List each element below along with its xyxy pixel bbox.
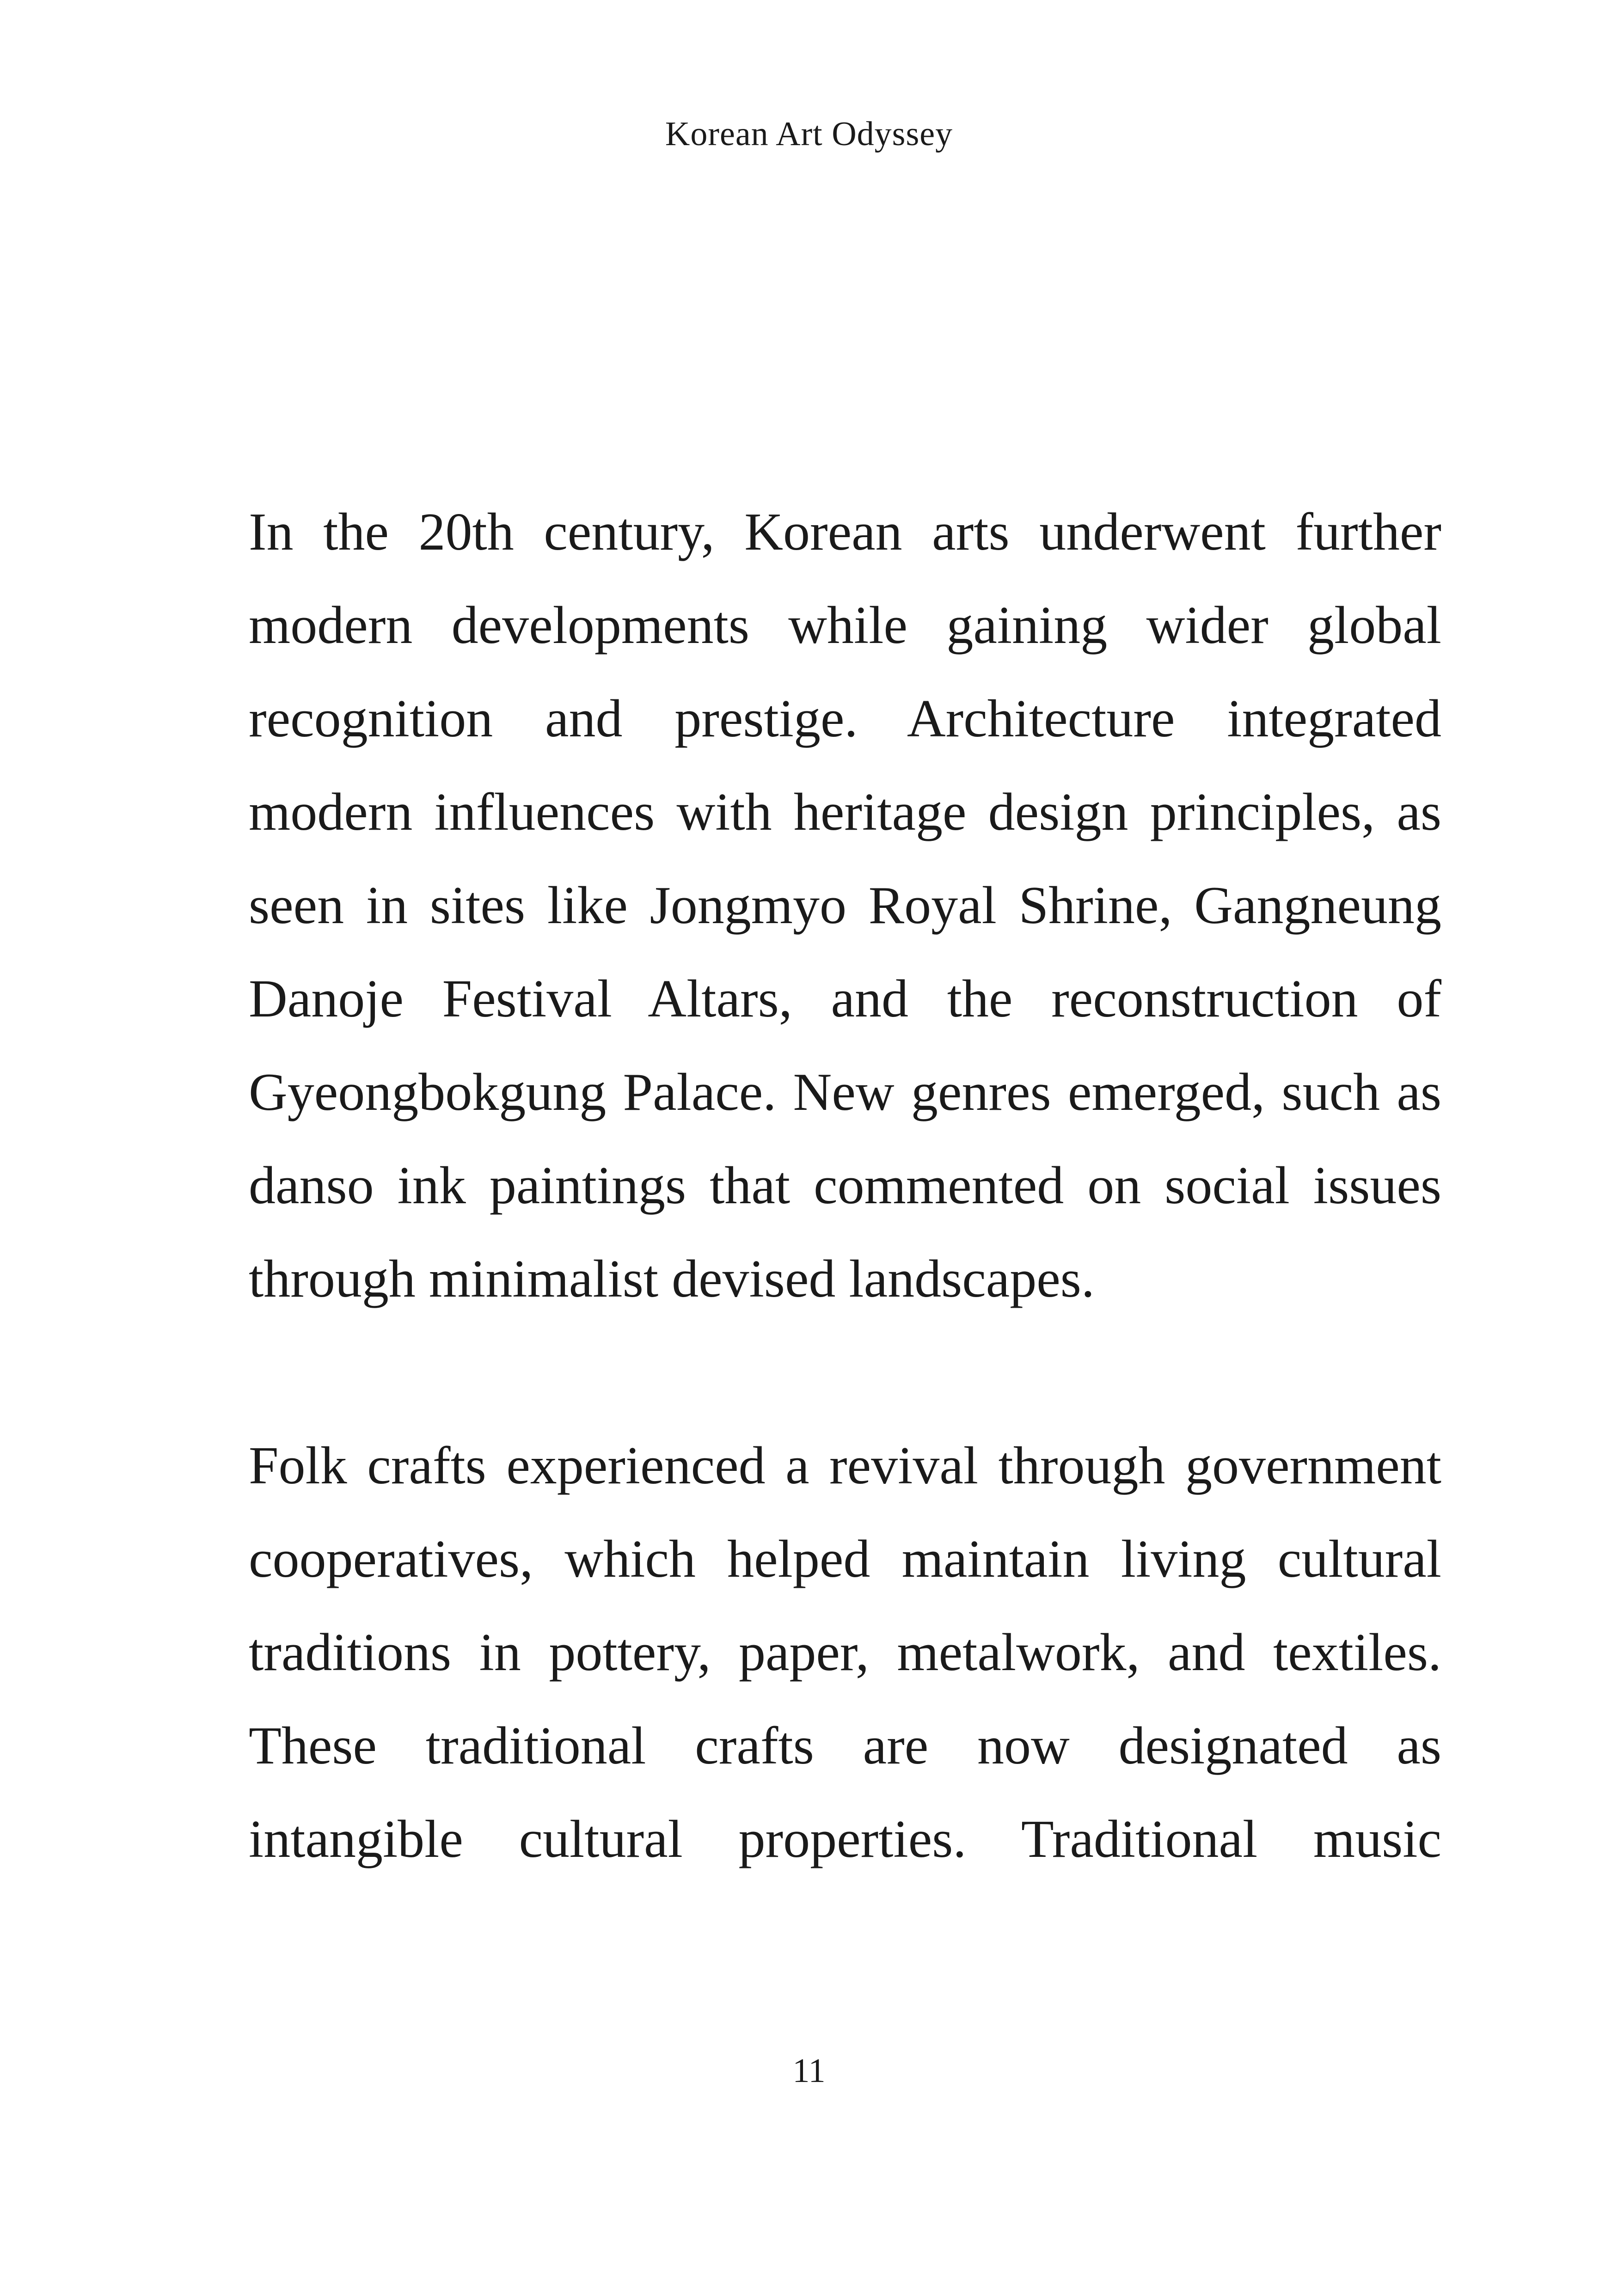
paragraph-1 — [249, 485, 1441, 1326]
paragraph-1-line-1: In the 20th century, Korean arts underwent further — [249, 502, 1441, 562]
paragraph-spacer — [249, 1326, 1441, 1419]
paragraph-1-line-4: modern influences with heritage design principles, as — [249, 783, 1441, 842]
paragraph-1-line-7: Gyeongbokgung Palace. New genres emerged, such as — [249, 1063, 1441, 1122]
page-number: 11 — [792, 2052, 826, 2090]
paragraph-1-line-3: recognition and prestige. Architecture integrated — [249, 689, 1441, 748]
paragraph-2-line-4: These traditional crafts are now designated as — [249, 1716, 1441, 1776]
running-header: Korean Art Odyssey — [665, 115, 953, 153]
paragraph-2-line-1: Folk crafts experienced a revival through government — [249, 1436, 1441, 1495]
paragraph-1-line-2: modern developments while gaining wider global — [249, 596, 1441, 655]
paragraph-1-line-5: seen in sites like Jongmyo Royal Shrine, Gangneung — [249, 876, 1441, 935]
paragraph-1-line-6: Danoje Festival Altars, and the reconstruction of — [249, 969, 1441, 1029]
paragraph-2-line-5: intangible cultural properties. Traditional music — [249, 1810, 1441, 1869]
body-text — [249, 485, 1441, 1886]
paragraph-2-line-3: traditions in pottery, paper, metalwork, and textiles. — [249, 1623, 1441, 1682]
paragraph-2 — [249, 1419, 1441, 1886]
paragraph-2-line-2: cooperatives, which helped maintain living cultural — [249, 1530, 1441, 1589]
paragraph-1-line-9: through minimalist devised landscapes. — [249, 1249, 1095, 1309]
paragraph-1-line-8: danso ink paintings that commented on social issues — [249, 1156, 1441, 1215]
